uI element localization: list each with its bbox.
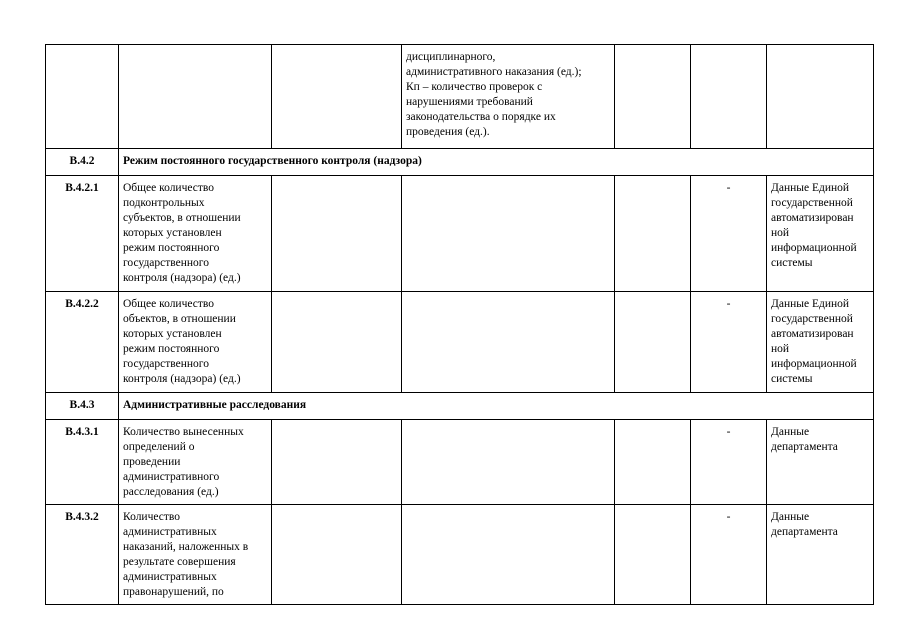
empty-cell: [272, 176, 402, 292]
row-source: Данные департамента: [767, 420, 874, 505]
row-source: Данные департамента: [767, 505, 874, 605]
row-dash: -: [691, 176, 767, 292]
table-row: [46, 292, 874, 393]
empty-cell: [272, 420, 402, 505]
empty-cell: [402, 505, 615, 605]
section-header-row: [46, 149, 874, 176]
row-dash: -: [691, 292, 767, 393]
section-code: В.4.2: [46, 149, 119, 176]
empty-cell: [615, 505, 691, 605]
formula-cell: дисциплинарного, административного наказания (ед.); Кп – количество проверок с нарушениями требований законодательства о порядке их проведения (ед.).: [402, 45, 615, 149]
continuation-row: [46, 45, 874, 149]
section-title: Режим постоянного государственного контроля (надзора): [119, 149, 874, 176]
section-title: Административные расследования: [119, 393, 874, 420]
source-cell: [767, 45, 874, 149]
empty-cell: [615, 176, 691, 292]
row-source: Данные Единой государственной автоматизирован ной информационной системы: [767, 292, 874, 393]
row-name: Общее количество объектов, в отношении которых установлен режим постоянного государственного контроля (надзора) (ед.): [119, 292, 272, 393]
empty-cell: [402, 420, 615, 505]
table-row: [46, 176, 874, 292]
row-dash: -: [691, 420, 767, 505]
empty-cell: [272, 505, 402, 605]
empty-cell: [691, 45, 767, 149]
empty-cell: [615, 420, 691, 505]
section-code: В.4.3: [46, 393, 119, 420]
empty-cell: [615, 292, 691, 393]
row-code: В.4.3.1: [46, 420, 119, 505]
row-name: Количество вынесенных определений о проведении административного расследования (ед.): [119, 420, 272, 505]
row-source: Данные Единой государственной автоматизирован ной информационной системы: [767, 176, 874, 292]
table-row: [46, 505, 874, 605]
row-code: В.4.2.2: [46, 292, 119, 393]
row-code: В.4.2.1: [46, 176, 119, 292]
indicator-table: [45, 44, 874, 605]
code-cell: [46, 45, 119, 149]
row-name: Количество административных наказаний, наложенных в результате совершения административных правонарушений, по: [119, 505, 272, 605]
section-header-row: [46, 393, 874, 420]
empty-cell: [272, 292, 402, 393]
empty-cell: [615, 45, 691, 149]
table-row: [46, 420, 874, 505]
empty-cell: [402, 292, 615, 393]
row-dash: -: [691, 505, 767, 605]
row-name: Общее количество подконтрольных субъектов, в отношении которых установлен режим постоянного государственного контроля (надзора) (ед.): [119, 176, 272, 292]
name-cell: [119, 45, 272, 149]
empty-cell: [272, 45, 402, 149]
row-code: В.4.3.2: [46, 505, 119, 605]
empty-cell: [402, 176, 615, 292]
